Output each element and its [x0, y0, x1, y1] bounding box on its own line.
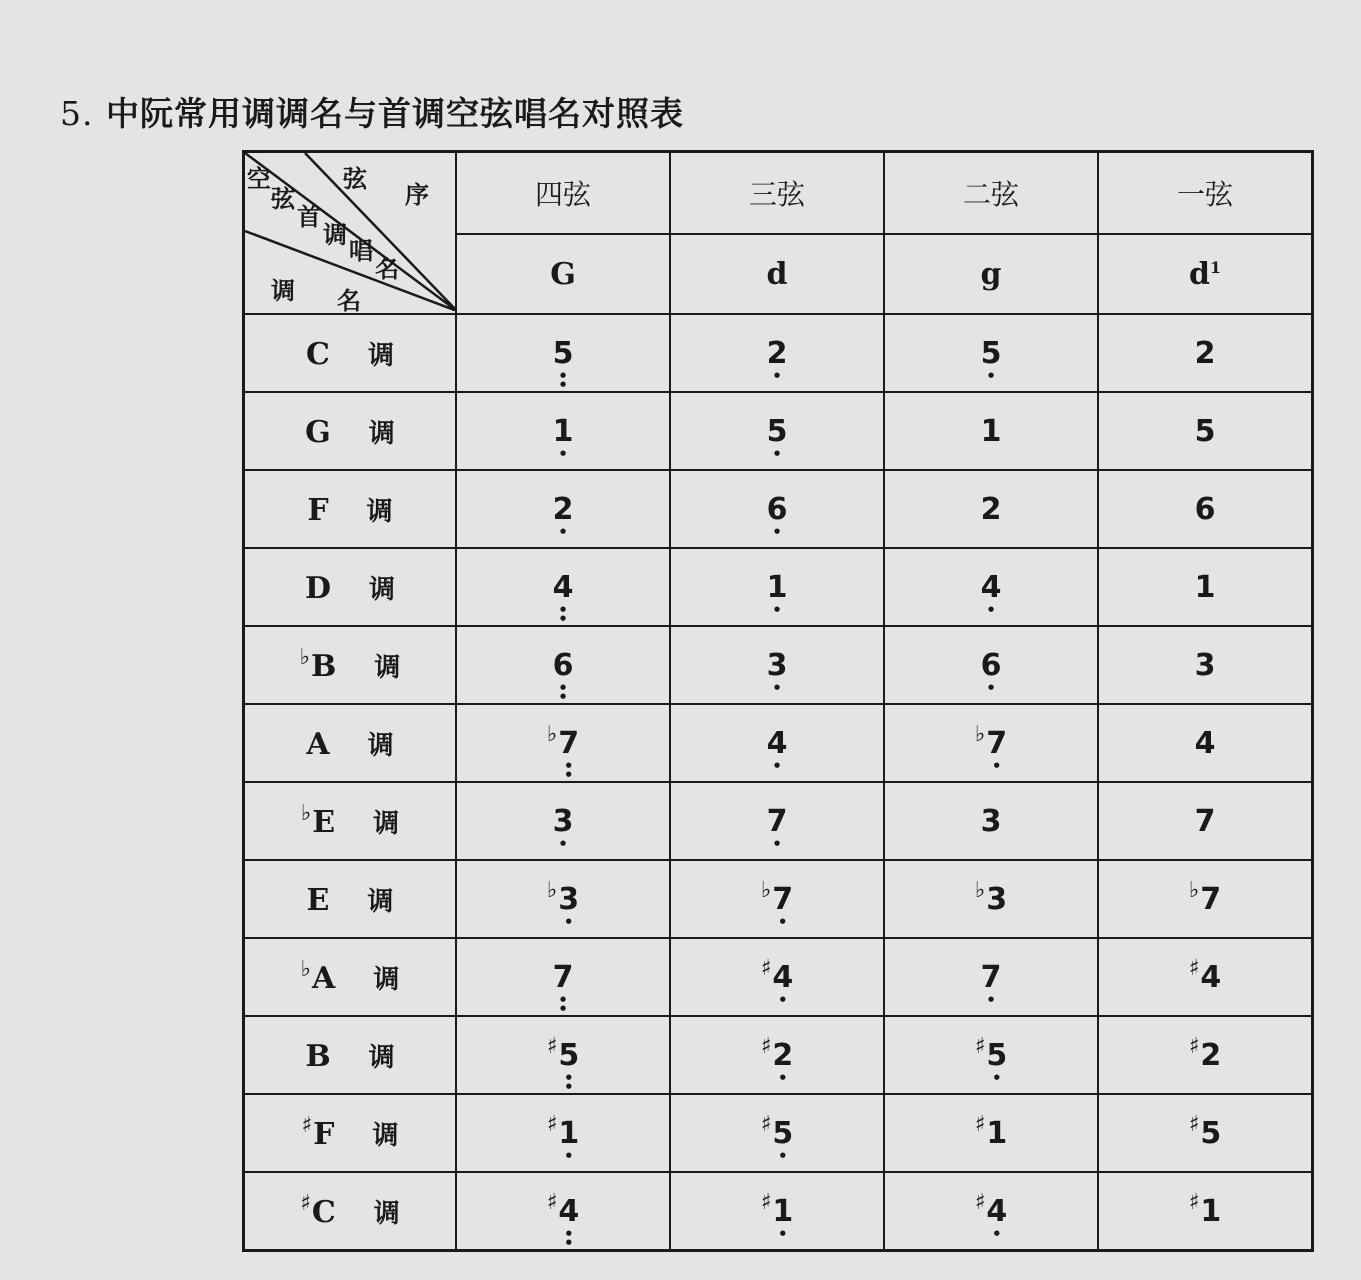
solfege-cell	[456, 626, 670, 704]
solfege-cell	[884, 626, 1098, 704]
solfege-cell	[456, 860, 670, 938]
note-number	[1195, 570, 1216, 605]
key-letter: A	[312, 960, 336, 996]
solfege-cell	[884, 860, 1098, 938]
key-letter: E	[306, 882, 330, 918]
note-number	[552, 413, 574, 457]
note-number	[1200, 1116, 1221, 1151]
key-name-cell	[244, 314, 457, 392]
solfege-cell	[884, 470, 1098, 548]
key-letter: G	[305, 414, 331, 450]
note-number	[552, 647, 574, 700]
solfege-cell	[884, 938, 1098, 1016]
solfege-cell	[1098, 314, 1313, 392]
note-digit: 5	[766, 413, 788, 449]
note-number	[766, 335, 788, 379]
note-number	[1200, 1038, 1221, 1073]
solfege-cell	[1098, 704, 1313, 782]
octave-mark: 1	[1209, 257, 1222, 277]
note-digit: 5	[986, 1037, 1008, 1073]
key-name-cell	[244, 938, 457, 1016]
low-octave-dots: ●	[779, 1228, 786, 1237]
note-number	[766, 803, 788, 847]
key-name-cell	[244, 626, 457, 704]
solfege-cell	[884, 1016, 1098, 1094]
note-number	[980, 335, 1002, 379]
low-octave-dots: ●	[779, 994, 786, 1003]
note-number	[558, 1037, 580, 1090]
key-suffix: 调	[368, 1042, 395, 1073]
corner-header-cell	[244, 152, 457, 315]
note-number	[1195, 492, 1216, 527]
note-digit: 4	[980, 569, 1002, 605]
table-row	[244, 938, 1313, 1016]
table-row	[244, 1094, 1313, 1172]
page-title	[60, 88, 684, 135]
note-digit: 1	[986, 1115, 1008, 1151]
low-octave-dots: ●	[993, 1072, 1000, 1081]
key-suffix: 调	[373, 1198, 400, 1229]
note-number	[558, 725, 580, 778]
solfege-cell	[1098, 1016, 1313, 1094]
low-octave-dots: ● ●	[565, 760, 572, 778]
corner-mid-char-2: 弦	[271, 185, 295, 213]
header-string-3: 三弦	[670, 152, 884, 235]
note-digit: 6	[552, 647, 574, 683]
solfege-cell	[1098, 626, 1313, 704]
corner-mid-char-3: 首	[297, 203, 321, 231]
note-number	[1195, 726, 1216, 761]
key-accidental: ♭	[300, 956, 312, 982]
solfege-cell	[670, 548, 884, 626]
key-name-cell	[244, 1016, 457, 1094]
solfege-cell	[884, 1094, 1098, 1172]
note-digit: 7	[558, 725, 580, 761]
note-digit: 7	[980, 959, 1002, 995]
note-digit: 2	[1200, 1037, 1222, 1073]
solfege-cell	[1098, 392, 1313, 470]
note-accidental: ♭	[760, 877, 772, 903]
key-suffix: 调	[374, 652, 401, 683]
note-accidental: ♯	[1188, 1111, 1200, 1137]
table-row	[244, 548, 1313, 626]
key-name-cell	[244, 860, 457, 938]
solfege-cell	[670, 938, 884, 1016]
solfege-cell	[456, 314, 670, 392]
low-octave-dots: ● ●	[565, 1072, 572, 1090]
note-digit: 3	[1194, 647, 1216, 683]
key-suffix: 调	[367, 340, 394, 371]
solfege-cell	[884, 314, 1098, 392]
key-accidental: ♭	[300, 800, 312, 826]
note-accidental: ♭	[1188, 877, 1200, 903]
header-string-2: 二弦	[884, 152, 1098, 235]
note-digit: 7	[1194, 803, 1216, 839]
key-letter: D	[304, 570, 331, 606]
note-digit: 7	[552, 959, 574, 995]
solfege-cell	[456, 470, 670, 548]
solfege-cell	[456, 782, 670, 860]
key-letter: C	[306, 336, 330, 372]
corner-top-char-2: 序	[405, 181, 429, 209]
low-octave-dots: ● ●	[565, 1228, 572, 1246]
note-digit: 3	[552, 803, 574, 839]
solfege-cell	[670, 860, 884, 938]
note-number	[981, 804, 1002, 839]
solfege-cell	[1098, 782, 1313, 860]
table-row	[244, 392, 1313, 470]
note-accidental: ♯	[1188, 1033, 1200, 1059]
solfege-cell	[884, 392, 1098, 470]
note-accidental: ♯	[974, 1033, 986, 1059]
solfege-cell	[1098, 860, 1313, 938]
solfege-cell	[670, 1016, 884, 1094]
solfege-cell	[456, 1172, 670, 1251]
table-row	[244, 626, 1313, 704]
table-row	[244, 314, 1313, 392]
note-digit: 5	[552, 335, 574, 371]
title-text: 中阮常用调调名与首调空弦唱名对照表	[106, 94, 684, 133]
note-accidental: ♯	[760, 1111, 772, 1137]
solfege-cell	[670, 1172, 884, 1251]
note-digit: 1	[772, 1193, 794, 1229]
key-letter: B	[305, 1038, 331, 1074]
note-digit: 1	[552, 413, 574, 449]
key-suffix: 调	[367, 886, 394, 917]
note-digit: 7	[1200, 881, 1222, 917]
note-accidental: ♯	[760, 955, 772, 981]
note-digit: 7	[986, 725, 1008, 761]
corner-mid-char-5: 唱	[349, 237, 373, 265]
note-number	[766, 413, 788, 457]
note-digit: 2	[980, 491, 1002, 527]
note-number	[552, 335, 574, 388]
low-octave-dots: ●	[565, 1150, 572, 1159]
note-number	[986, 882, 1007, 917]
low-octave-dots: ●	[773, 682, 781, 691]
note-digit: 6	[980, 647, 1002, 683]
note-number	[1195, 804, 1216, 839]
note-number	[981, 414, 1002, 449]
note-digit: 1	[1200, 1193, 1222, 1229]
note-number	[552, 491, 574, 535]
key-suffix: 调	[372, 1120, 399, 1151]
low-octave-dots: ●	[993, 760, 1000, 769]
solfege-cell	[456, 938, 670, 1016]
solfege-cell	[456, 1094, 670, 1172]
note-digit: 4	[1194, 725, 1216, 761]
table-row	[244, 704, 1313, 782]
low-octave-dots: ●	[773, 838, 781, 847]
key-suffix: 调	[367, 730, 394, 761]
note-number	[986, 1037, 1008, 1081]
corner-top-char-1: 弦	[343, 165, 367, 193]
key-accidental: ♯	[300, 1190, 311, 1216]
solfege-cell	[670, 392, 884, 470]
solfege-cell	[670, 782, 884, 860]
key-letter: F	[313, 1116, 335, 1152]
note-digit: 3	[766, 647, 788, 683]
low-octave-dots: ●	[773, 370, 781, 379]
note-digit: 7	[766, 803, 788, 839]
note-digit: 1	[1194, 569, 1216, 605]
note-digit: 6	[766, 491, 788, 527]
solfege-cell	[884, 1172, 1098, 1251]
solfege-cell	[1098, 470, 1313, 548]
low-octave-dots: ●	[773, 448, 781, 457]
note-digit: 4	[772, 959, 794, 995]
low-octave-dots: ●	[559, 448, 567, 457]
solfege-cell	[456, 704, 670, 782]
low-octave-dots: ●	[565, 916, 572, 925]
pitch-string-4: G	[456, 234, 670, 314]
note-number	[558, 881, 580, 925]
note-accidental: ♯	[546, 1111, 558, 1137]
low-octave-dots: ●	[779, 916, 786, 925]
low-octave-dots: ●	[559, 838, 567, 847]
solfege-cell	[884, 704, 1098, 782]
solfege-cell	[1098, 548, 1313, 626]
low-octave-dots: ●	[987, 370, 995, 379]
note-number	[766, 491, 788, 535]
note-digit: 1	[766, 569, 788, 605]
key-mapping-table	[242, 150, 1314, 1252]
note-number	[980, 569, 1002, 613]
low-octave-dots: ●	[993, 1228, 1000, 1237]
note-digit: 3	[986, 881, 1008, 917]
note-digit: 1	[980, 413, 1002, 449]
note-number	[1200, 960, 1221, 995]
note-number	[1195, 648, 1216, 683]
table-row	[244, 1172, 1313, 1251]
note-accidental: ♯	[974, 1189, 986, 1215]
note-accidental: ♭	[546, 877, 558, 903]
low-octave-dots: ● ●	[559, 682, 567, 700]
table-row	[244, 470, 1313, 548]
note-number	[766, 725, 788, 769]
note-accidental: ♭	[974, 721, 986, 747]
pitch-string-3: d	[670, 234, 884, 314]
note-number	[1195, 414, 1216, 449]
note-digit: 4	[558, 1193, 580, 1229]
solfege-cell	[884, 548, 1098, 626]
key-letter: F	[307, 492, 329, 528]
note-digit: 4	[1200, 959, 1222, 995]
note-digit: 3	[980, 803, 1002, 839]
note-digit: 5	[1194, 413, 1216, 449]
note-number	[1200, 882, 1221, 917]
header-string-4: 四弦	[456, 152, 670, 235]
key-name-cell	[244, 704, 457, 782]
note-number	[986, 1116, 1007, 1151]
note-accidental: ♯	[546, 1189, 558, 1215]
note-digit: 2	[1194, 335, 1216, 371]
solfege-cell	[670, 1094, 884, 1172]
solfege-cell	[670, 626, 884, 704]
note-digit: 5	[1200, 1115, 1222, 1151]
low-octave-dots: ●	[773, 526, 781, 535]
key-letter: B	[311, 648, 337, 684]
key-name-cell	[244, 782, 457, 860]
key-letter: C	[311, 1194, 336, 1230]
key-name-cell	[244, 470, 457, 548]
pitch-string-2: g	[884, 234, 1098, 314]
solfege-cell	[884, 782, 1098, 860]
note-digit: 2	[766, 335, 788, 371]
low-octave-dots: ● ●	[559, 994, 567, 1012]
note-digit: 1	[558, 1115, 580, 1151]
note-number	[558, 1115, 580, 1159]
corner-bottom-char-1: 调	[271, 277, 295, 305]
low-octave-dots: ● ●	[559, 604, 567, 622]
note-digit: 6	[1194, 491, 1216, 527]
key-name-cell	[244, 1172, 457, 1251]
note-digit: 4	[766, 725, 788, 761]
solfege-cell	[456, 548, 670, 626]
key-name-cell	[244, 1094, 457, 1172]
key-letter: E	[312, 804, 336, 840]
note-digit: 5	[558, 1037, 580, 1073]
solfege-cell	[1098, 938, 1313, 1016]
table-row	[244, 860, 1313, 938]
note-number	[980, 959, 1002, 1003]
low-octave-dots: ●	[779, 1150, 786, 1159]
solfege-cell	[456, 392, 670, 470]
note-number	[766, 569, 788, 613]
solfege-cell	[670, 314, 884, 392]
low-octave-dots: ●	[987, 604, 995, 613]
note-digit: 2	[772, 1037, 794, 1073]
note-accidental: ♭	[974, 877, 986, 903]
pitch-string-1: $d^1$	[1098, 234, 1313, 314]
key-suffix: 调	[369, 574, 396, 605]
note-number	[1200, 1194, 1221, 1229]
key-name-cell	[244, 548, 457, 626]
note-number	[772, 959, 794, 1003]
key-suffix: 调	[373, 964, 400, 995]
solfege-cell	[456, 1016, 670, 1094]
note-number	[772, 1037, 794, 1081]
note-number	[986, 1193, 1008, 1237]
note-accidental: ♯	[760, 1033, 772, 1059]
note-accidental: ♯	[974, 1111, 986, 1137]
key-suffix: 调	[373, 808, 400, 839]
note-digit: 3	[558, 881, 580, 917]
low-octave-dots: ●	[779, 1072, 786, 1081]
note-accidental: ♯	[1188, 1189, 1200, 1215]
note-digit: 5	[980, 335, 1002, 371]
note-number	[980, 647, 1002, 691]
table-row	[244, 1016, 1313, 1094]
corner-mid-char-6: 名	[375, 255, 399, 283]
solfege-cell	[1098, 1172, 1313, 1251]
header-row-strings	[244, 152, 1313, 235]
note-digit: 2	[552, 491, 574, 527]
low-octave-dots: ●	[987, 682, 995, 691]
note-number	[552, 569, 574, 622]
solfege-cell	[1098, 1094, 1313, 1172]
note-number	[552, 959, 574, 1012]
note-digit: 4	[552, 569, 574, 605]
note-accidental: ♯	[1188, 955, 1200, 981]
key-letter: A	[306, 726, 330, 762]
low-octave-dots: ●	[559, 526, 567, 535]
title-number: 5.	[60, 94, 94, 133]
key-accidental: ♯	[301, 1112, 313, 1138]
note-number	[772, 1115, 794, 1159]
note-number	[981, 492, 1002, 527]
header-string-1: 一弦	[1098, 152, 1313, 235]
corner-mid-char-1: 空	[247, 165, 271, 193]
key-name-cell	[244, 392, 457, 470]
note-number	[772, 1193, 794, 1237]
note-accidental: ♭	[546, 721, 558, 747]
note-number	[558, 1193, 580, 1246]
note-number	[772, 881, 794, 925]
solfege-cell	[670, 704, 884, 782]
note-accidental: ♯	[546, 1033, 558, 1059]
table-body	[244, 152, 1313, 1251]
note-number	[766, 647, 788, 691]
corner-mid-char-4: 调	[323, 221, 347, 249]
corner-bottom-char-2: 名	[337, 287, 361, 315]
low-octave-dots: ●	[987, 994, 995, 1003]
low-octave-dots: ●	[773, 604, 781, 613]
note-number	[986, 725, 1008, 769]
note-accidental: ♯	[760, 1189, 772, 1215]
low-octave-dots: ● ●	[559, 370, 567, 388]
key-suffix: 调	[366, 496, 393, 527]
key-accidental: ♭	[299, 644, 310, 670]
solfege-cell	[670, 470, 884, 548]
note-number	[552, 803, 574, 847]
low-octave-dots: ●	[773, 760, 781, 769]
note-digit: 7	[772, 881, 794, 917]
note-digit: 5	[772, 1115, 794, 1151]
key-suffix: 调	[368, 418, 395, 449]
note-number	[1195, 336, 1216, 371]
note-digit: 4	[986, 1193, 1008, 1229]
table-row	[244, 782, 1313, 860]
